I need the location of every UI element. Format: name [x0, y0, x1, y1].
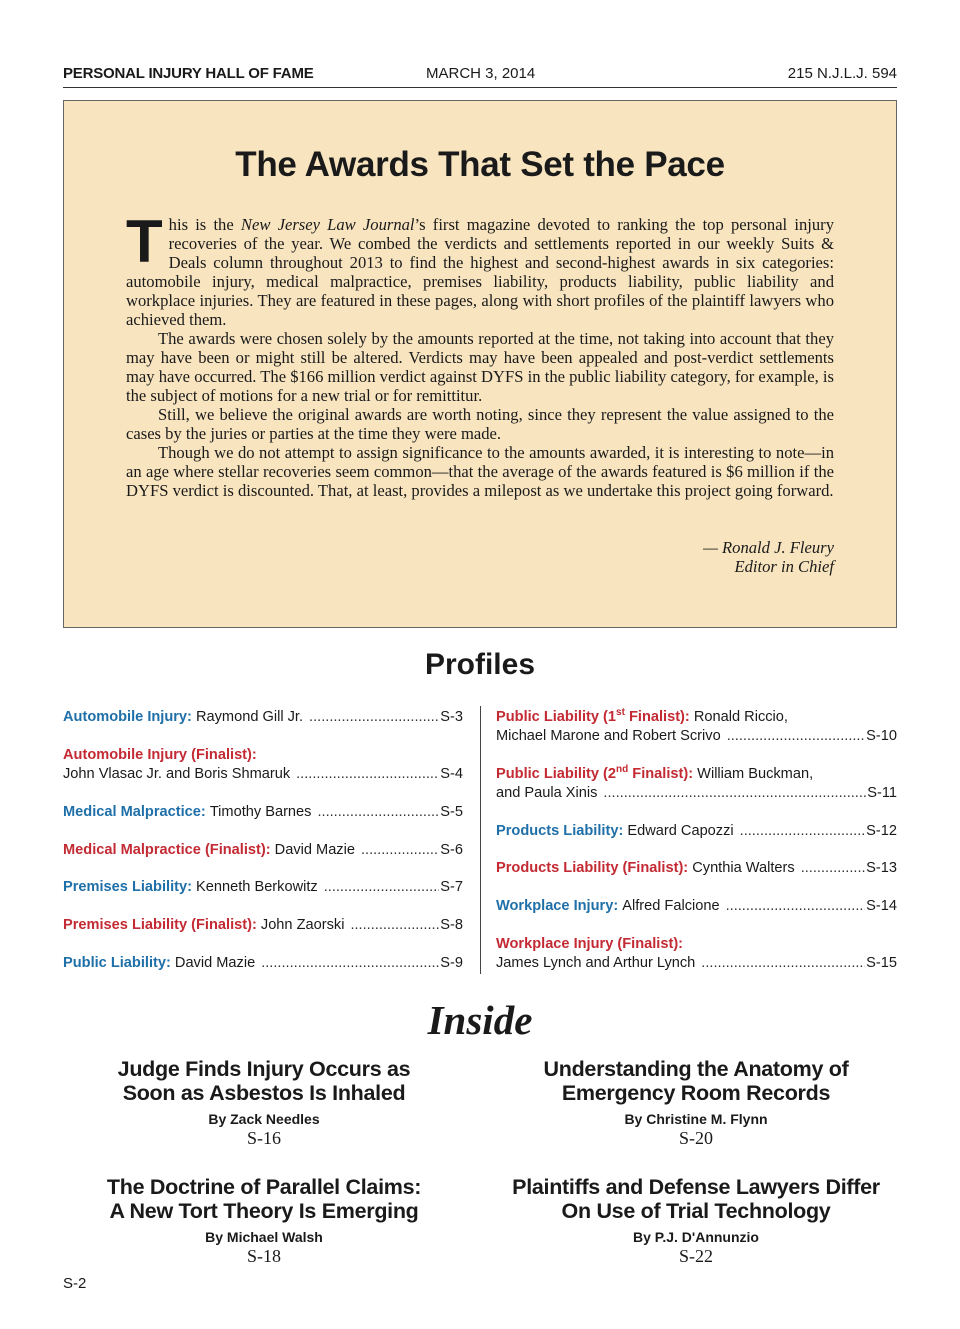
category-text: Finalist): [628, 766, 694, 782]
profile-category: Workplace Injury: [496, 898, 619, 914]
profile-name: David Mazie [274, 842, 355, 858]
profiles-heading: Profiles [424, 648, 536, 681]
intro-paragraph-3: Still, we believe the original awards are worth noting, since they represent the value assigned to the cases by the juries or parties at the time they were made. [126, 405, 834, 443]
profile-page: S-14 [866, 898, 897, 914]
profile-entry[interactable] [63, 803, 463, 822]
intro-text [126, 208, 834, 500]
profile-name: John Vlasac Jr. and Boris Shmaruk [63, 766, 291, 782]
article-title-line: Soon as Asbestos Is Inhaled [122, 1081, 406, 1105]
profile-page: S-13 [866, 860, 897, 876]
leader-dots [309, 708, 439, 727]
article-page: S-22 [678, 1246, 713, 1266]
profile-page: S-5 [440, 804, 463, 820]
profile-category: Products Liability: [496, 823, 624, 839]
citation: 215 N.J.L.J. 594 [787, 65, 897, 82]
article-page: S-20 [678, 1128, 713, 1148]
article-teaser[interactable] [506, 1057, 886, 1149]
intro-paragraph-4: Though we do not attempt to assign significance to the amounts awarded, it is interesting to note—in an age where stellar recoveries seem common—that the average of the awards featured is $6 million if the DYFS verdict is discounted. That, at least, provides a milepost as we undertake this project going forward. [126, 443, 834, 500]
page-number: S-2 [63, 1275, 87, 1292]
column-divider [480, 706, 481, 974]
profile-entry[interactable] [63, 708, 463, 727]
profile-category: Workplace Injury (Finalist): [496, 936, 684, 952]
profile-category: Products Liability (Finalist): [496, 860, 689, 876]
profile-entry[interactable] [63, 841, 463, 860]
profile-category [496, 708, 690, 727]
article-title-line: Understanding the Anatomy of [543, 1057, 849, 1081]
profile-category: Automobile Injury: [63, 709, 192, 725]
profile-page: S-3 [440, 709, 463, 725]
signature-title: Editor in Chief [734, 557, 834, 576]
profile-category: Medical Malpractice (Finalist): [63, 842, 271, 858]
profile-entry[interactable] [63, 916, 463, 935]
profile-name: David Mazie [174, 955, 256, 971]
leader-dots [603, 784, 866, 803]
intro-p1-start: his is the [168, 215, 241, 234]
profile-name: Edward Capozzi [627, 823, 734, 839]
article-teaser[interactable] [74, 1057, 454, 1149]
profile-category [496, 765, 693, 784]
intro-title: The Awards That Set the Pace [235, 145, 725, 184]
profile-name: Cynthia Walters [692, 860, 795, 876]
leader-dots [261, 954, 439, 973]
journal-name: New Jersey Law Journal [240, 215, 415, 234]
profile-entry[interactable] [496, 708, 897, 746]
article-byline: By Zack Needles [208, 1111, 320, 1127]
article-teaser[interactable] [506, 1175, 886, 1267]
signature [560, 538, 834, 576]
article-title-line: Emergency Room Records [561, 1081, 831, 1105]
article-title-line: Plaintiffs and Defense Lawyers Differ [512, 1175, 880, 1199]
profile-category: Premises Liability (Finalist): [63, 917, 257, 933]
profile-page: S-6 [440, 842, 463, 858]
leader-dots [296, 765, 439, 784]
profile-entry[interactable] [496, 935, 897, 973]
article-title-line: On Use of Trial Technology [561, 1199, 831, 1223]
profile-entry[interactable] [496, 897, 897, 916]
profile-name: Timothy Barnes [209, 804, 312, 820]
inside-heading: Inside [427, 997, 533, 1043]
publication-name: PERSONAL INJURY HALL OF FAME [63, 65, 314, 82]
article-page: S-18 [246, 1246, 281, 1266]
ordinal-suffix: nd [616, 764, 629, 775]
profile-name: Michael Marone and Robert Scrivo [496, 728, 721, 744]
leader-dots [726, 897, 866, 916]
article-teaser[interactable] [74, 1175, 454, 1267]
profile-page: S-9 [440, 955, 463, 971]
article-byline: By P.J. D'Annunzio [633, 1229, 759, 1245]
leader-dots [701, 954, 865, 973]
profile-page: S-11 [867, 785, 897, 801]
category-text: Finalist): [624, 709, 690, 725]
leader-dots [317, 803, 439, 822]
profile-page: S-15 [866, 955, 897, 971]
article-byline: By Christine M. Flynn [624, 1111, 768, 1127]
profile-name: Ronald Riccio, [693, 709, 788, 725]
intro-paragraph-2: The awards were chosen solely by the amounts reported at the time, not taking into account that they may have been or might still be altered. Verdicts may have been appealed and post-verdict settlements may have occurred. The $166 million verdict against DYFS in the public liability category, for example, is the subject of motions for a new trial or for remittitur. [126, 329, 834, 405]
profile-name: William Buckman, [697, 766, 814, 782]
profile-name: and Paula Xinis [496, 785, 598, 801]
profile-page: S-10 [866, 728, 897, 744]
article-byline: By Michael Walsh [205, 1229, 323, 1245]
profile-page: S-8 [440, 917, 463, 933]
intro-p1-rest: ’s first magazine devoted to ranking the top personal injury recoveries of the year. We combed the verdicts and settlements reported in our weekly Suits & Deals column throughout 2013 to find the highest and second-highest awards in six categories: automobile injury, medical malpractice, premises liability, products liability, public liability and workplace injuries. They are featured in these pages, along with short profiles of the plaintiff lawyers who achieved them. [126, 215, 834, 329]
category-text: Public Liability (1 [496, 709, 617, 725]
leader-dots [801, 859, 865, 878]
article-title-line: Judge Finds Injury Occurs as [117, 1057, 411, 1081]
intro-paragraph-1 [126, 208, 834, 329]
ordinal-suffix: st [616, 707, 625, 718]
profile-entry[interactable] [496, 765, 897, 803]
profile-name: Raymond Gill Jr. [195, 709, 304, 725]
running-header [63, 63, 897, 88]
profile-category: Medical Malpractice: [63, 804, 206, 820]
profile-entry[interactable] [63, 954, 463, 973]
profile-entry[interactable] [63, 878, 463, 897]
profile-entry[interactable] [496, 859, 897, 878]
profile-page: S-12 [866, 823, 897, 839]
signature-name: — Ronald J. Fleury [703, 538, 834, 557]
profile-category: Public Liability: [63, 955, 171, 971]
article-page: S-16 [246, 1128, 281, 1148]
profile-name: Alfred Falcione [622, 898, 720, 914]
leader-dots [350, 916, 439, 935]
leader-dots [740, 822, 866, 841]
profile-category: Automobile Injury (Finalist): [63, 747, 257, 763]
leader-dots [324, 878, 440, 897]
category-text: Public Liability (2 [496, 766, 617, 782]
drop-cap: T [126, 208, 163, 275]
profile-page: S-7 [440, 879, 463, 895]
leader-dots [361, 841, 439, 860]
profile-entry[interactable] [63, 746, 463, 784]
article-title-line: A New Tort Theory Is Emerging [109, 1199, 419, 1223]
profile-category: Premises Liability: [63, 879, 192, 895]
profile-page: S-4 [440, 766, 463, 782]
article-title-line: The Doctrine of Parallel Claims: [106, 1175, 422, 1199]
leader-dots [727, 727, 865, 746]
issue-date: MARCH 3, 2014 [426, 65, 536, 82]
profile-entry[interactable] [496, 822, 897, 841]
profile-name: Kenneth Berkowitz [196, 879, 318, 895]
profile-name: John Zaorski [260, 917, 345, 933]
profile-name: James Lynch and Arthur Lynch [496, 955, 696, 971]
